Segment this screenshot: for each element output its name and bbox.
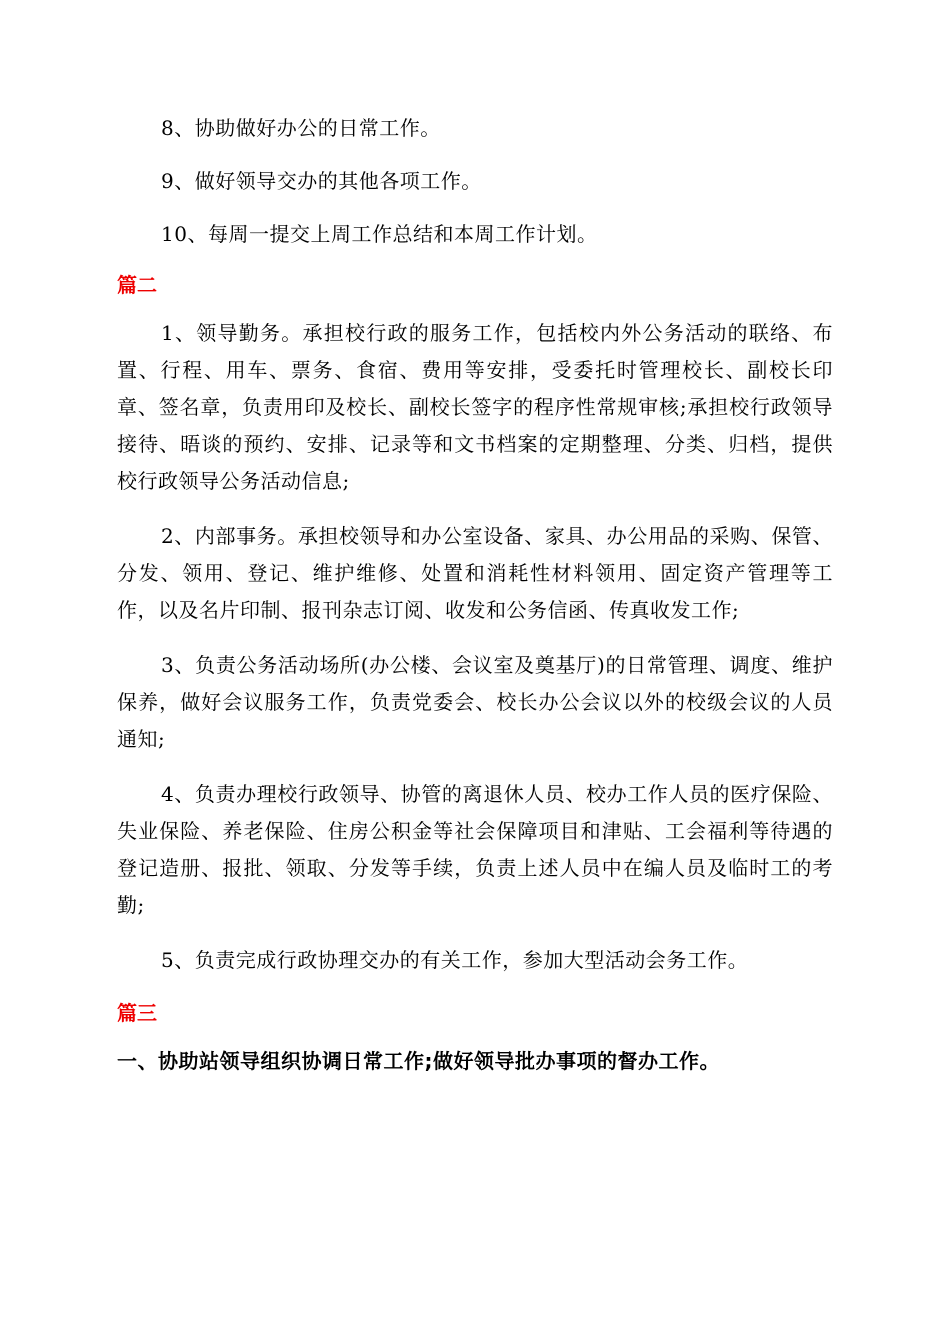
section-two-item-3: 3、负责公务活动场所(办公楼、会议室及奠基厅)的日常管理、调度、维护保养，做好会议服务工作，负责党委会、校长办公会议以外的校级会议的人员通知; [117, 653, 833, 751]
section-two-item-1: 1、领导勤务。承担校行政的服务工作，包括校内外公务活动的联络、布置、行程、用车、票务、食宿、费用等安排，受委托时管理校长、副校长印章、签名章，负责用印及校长、副校长签字的程序性常规审核;承担校行政领导接待、晤谈的预约、安排、记录等和文书档案的定期整理、分类、归档，提供校行政领导公务活动信息; [117, 321, 833, 493]
section-two-item-2: 2、内部事务。承担校领导和办公室设备、家具、办公用品的采购、保管、分发、领用、登记、维护维修、处置和消耗性材料领用、固定资产管理等工作，以及名片印制、报刊杂志订阅、收发和公务信函、传真收发工作; [117, 524, 833, 622]
section-heading-two: 篇二 [117, 273, 157, 297]
section-two-item-5: 5、负责完成行政协理交办的有关工作，参加大型活动会务工作。 [161, 948, 749, 972]
list-item-10: 10、每周一提交上周工作总结和本周工作计划。 [161, 222, 598, 246]
section-two-item-4: 4、负责办理校行政领导、协管的离退休人员、校办工作人员的医疗保险、失业保险、养老保险、住房公积金等社会保障项目和津贴、工会福利等待遇的登记造册、报批、领取、分发等手续，负责上述人员中在编人员及临时工的考勤; [117, 782, 833, 917]
document-page [117, 110, 833, 1079]
list-item-9: 9、做好领导交办的其他各项工作。 [161, 169, 482, 193]
section-three-subheading: 一、协助站领导组织协调日常工作;做好领导批办事项的督办工作。 [117, 1049, 720, 1073]
section-heading-three: 篇三 [117, 1001, 157, 1025]
list-item-8: 8、协助做好办公的日常工作。 [161, 116, 441, 140]
